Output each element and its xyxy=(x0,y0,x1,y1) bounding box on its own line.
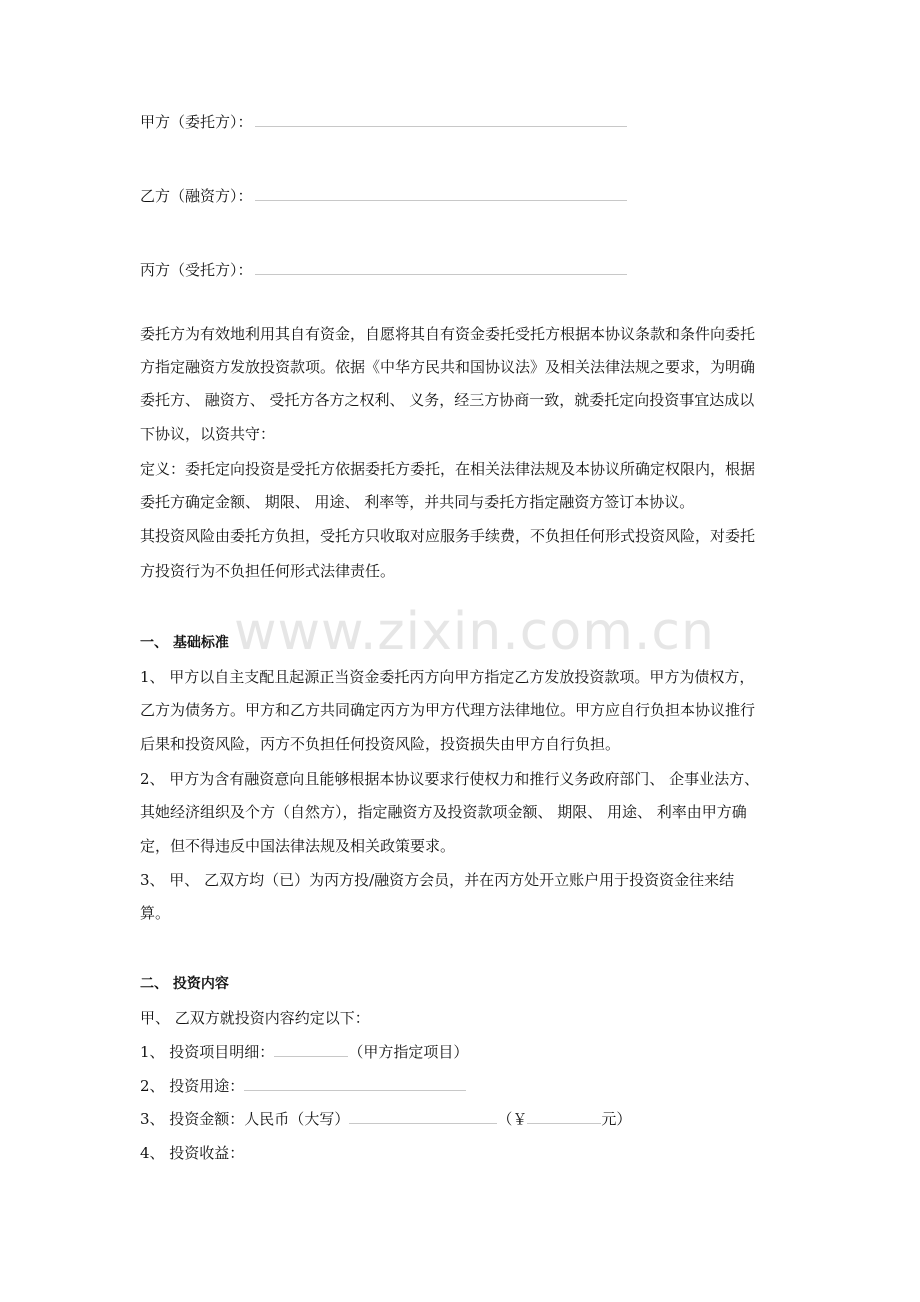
project-detail-blank[interactable] xyxy=(274,1042,348,1057)
section-1-line: 1、 甲方以自主支配且起源正当资金委托丙方向甲方指定乙方发放投资款项。甲方为债权方， xyxy=(140,668,755,686)
item-3-suffix: 元） xyxy=(601,1110,632,1128)
party-a-label: 甲方（委托方）： xyxy=(140,113,253,131)
risk-line: 其投资风险由委托方负担，受托方只收取对应服务手续费，不负担任何形式投资风险，对委托 xyxy=(140,527,756,545)
section-2-heading: 二、 投资内容 xyxy=(140,976,229,992)
intro-line: 下协议，以资共守： xyxy=(140,425,276,443)
item-1-suffix: （甲方指定项目） xyxy=(348,1043,469,1061)
section-1-line: 定，但不得违反中国法律法规及相关政策要求。 xyxy=(140,837,456,855)
section-1-line: 其她经济组织及个方（自然方），指定融资方及投资款项金额、 期限、 用途、 利率由甲方确 xyxy=(140,803,747,821)
section-1-line: 算。 xyxy=(140,904,171,922)
definition-line: 委托方确定金额、 期限、 用途、 利率等，并共同与委托方指定融资方签订本协议。 xyxy=(140,493,695,511)
item-3-label: 3、 投资金额：人民币（大写） xyxy=(140,1110,350,1128)
party-line-b xyxy=(140,185,800,207)
item-amount xyxy=(140,1108,800,1130)
section-1-line: 2、 甲方为含有融资意向且能够根据本协议要求行使权力和推行义务政府部门、 企事业法方、 xyxy=(140,770,760,788)
intro-line: 委托方为有效地利用其自有资金，自愿将其自有资金委托受托方根据本协议条款和条件向委托 xyxy=(140,325,756,343)
section-1-heading: 一、 基础标准 xyxy=(140,635,229,651)
party-b-blank[interactable] xyxy=(255,186,627,201)
item-2-label: 2、 投资用途： xyxy=(140,1077,245,1095)
definition-line: 定义：委托定向投资是受托方依据委托方委托，在相关法律法规及本协议所确定权限内，根据 xyxy=(140,460,756,478)
section-1-line: 乙方为债务方。甲方和乙方共同确定丙方为甲方代理方法律地位。甲方应自行负担本协议推行 xyxy=(140,701,756,719)
item-4-label: 4、 投资收益： xyxy=(140,1144,245,1162)
intro-line: 委托方、 融资方、 受托方各方之权利、 义务，经三方协商一致，就委托定向投资事宜达成以 xyxy=(140,391,755,409)
watermark: www.zixin.com.cn xyxy=(234,602,715,662)
party-line-a xyxy=(140,111,800,133)
section-2-intro: 甲、 乙双方就投资内容约定以下： xyxy=(140,1009,370,1027)
item-3-mid: （￥ xyxy=(497,1110,528,1128)
amount-number-blank[interactable] xyxy=(527,1109,601,1124)
section-1-line: 后果和投资风险，丙方不负担任何投资风险，投资损失由甲方自行负担。 xyxy=(140,735,621,753)
party-line-c xyxy=(140,259,800,281)
purpose-blank[interactable] xyxy=(244,1076,466,1091)
party-b-label: 乙方（融资方）： xyxy=(140,187,253,205)
party-c-blank[interactable] xyxy=(255,260,627,275)
item-1-label: 1、 投资项目明细： xyxy=(140,1043,275,1061)
item-purpose xyxy=(140,1075,800,1097)
amount-words-blank[interactable] xyxy=(349,1109,497,1124)
section-1-line: 3、 甲、 乙双方均（已）为丙方投/融资方会员，并在丙方处开立账户用于投资资金往来结 xyxy=(140,871,735,889)
risk-line: 方投资行为不负担任何形式法律责任。 xyxy=(140,562,396,580)
party-c-label: 丙方（受托方）： xyxy=(140,261,253,279)
intro-line: 方指定融资方发放投资款项。依据《中华方民共和国协议法》及相关法律法规之要求，为明确 xyxy=(140,358,756,376)
party-a-blank[interactable] xyxy=(255,112,627,127)
item-project-detail xyxy=(140,1041,800,1063)
item-return xyxy=(140,1142,800,1164)
